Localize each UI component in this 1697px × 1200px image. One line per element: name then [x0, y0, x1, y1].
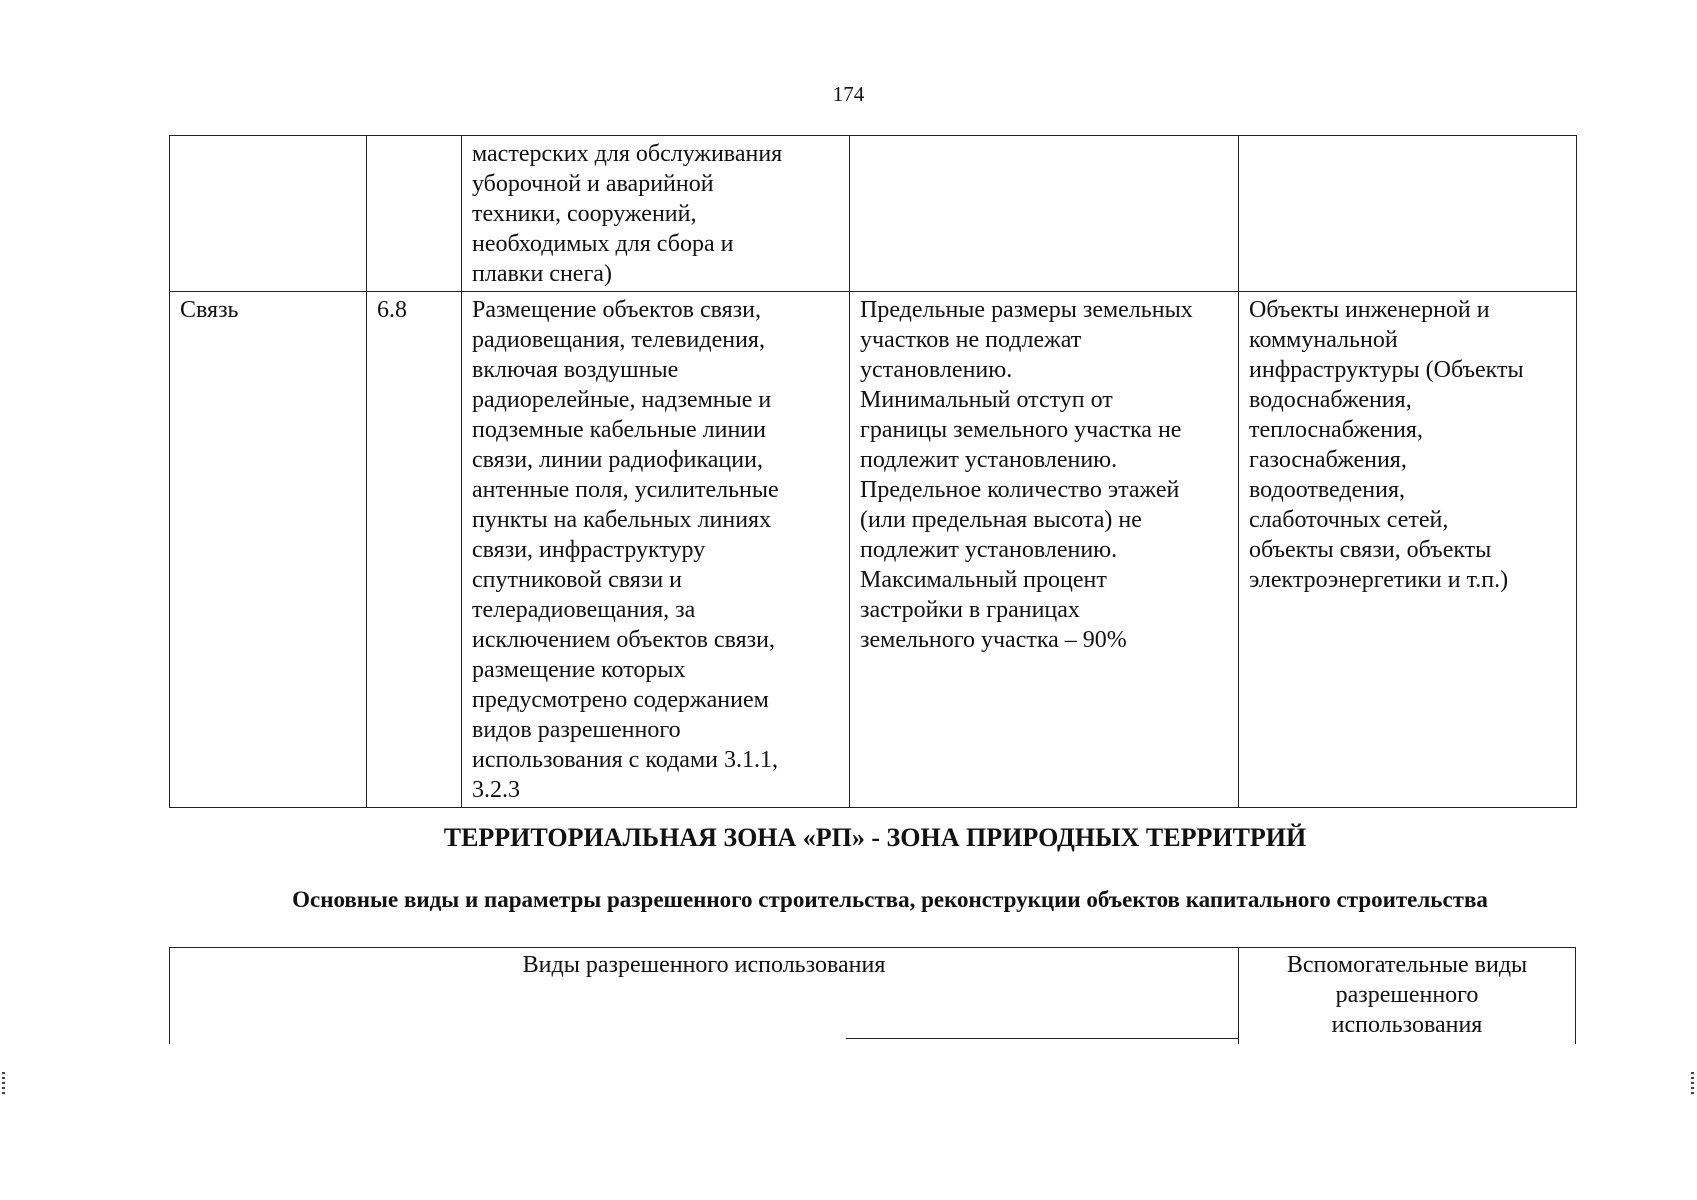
cell-code [367, 136, 462, 292]
cell-description: мастерских для обслуживания уборочной и аварийной техники, сооружений, необходимых для сбора и плавки снега) [462, 136, 850, 292]
cell-auxiliary: Объекты инженерной и коммунальной инфраструктуры (Объекты водоснабжения, теплоснабжения, газоснабжения, водоотведения, слаботочных сетей, объекты связи, объекты электроэнергетики и т.п.) [1239, 292, 1577, 808]
cell-parameters: Предельные размеры земельных участков не подлежат установлению. Минимальный отступ от границы земельного участка не подлежит установлению. Предельное количество этажей (или предельная высота) не подлежит установлению. Максимальный процент застройки в границах земельного участка – 90% [850, 292, 1239, 808]
cell-parameters [850, 136, 1239, 292]
header-auxiliary-uses: Вспомогательные виды разрешенного использования [1239, 948, 1576, 1045]
cell-code: 6.8 [367, 292, 462, 808]
cell-name [170, 136, 367, 292]
table-row-svyaz [170, 292, 1577, 808]
cell-name: Связь [170, 292, 367, 808]
table-row-continuation [170, 136, 1577, 292]
section-title: Основные виды и параметры разрешенного строительства, реконструкции объектов капитального строительства [292, 887, 1488, 912]
page-number: 174 [832, 82, 865, 106]
scan-edge-mark-left [2, 1072, 5, 1094]
header-main-uses: Виды разрешенного использования [170, 948, 1239, 1045]
cell-auxiliary [1239, 136, 1577, 292]
table-header-row [170, 948, 1576, 1045]
partial-row-line [846, 1038, 1239, 1039]
scan-edge-mark-right [1691, 1072, 1694, 1094]
land-use-table [169, 135, 1577, 808]
zone-rp-table-header [169, 947, 1576, 1044]
cell-description: Размещение объектов связи, радиовещания, телевидения, включая воздушные радиорелейные, надземные и подземные кабельные линии связи, линии радиофикации, антенные поля, усилительные пункты на кабельных линиях связи, инфраструктуру спутниковой связи и телерадиовещания, за исключением объектов связи, размещение которых предусмотрено содержанием видов разрешенного использования с кодами 3.1.1, 3.2.3 [462, 292, 850, 808]
zone-title: ТЕРРИТОРИАЛЬНАЯ ЗОНА «РП» - ЗОНА ПРИРОДНЫХ ТЕРРИТРИЙ [443, 823, 1307, 852]
